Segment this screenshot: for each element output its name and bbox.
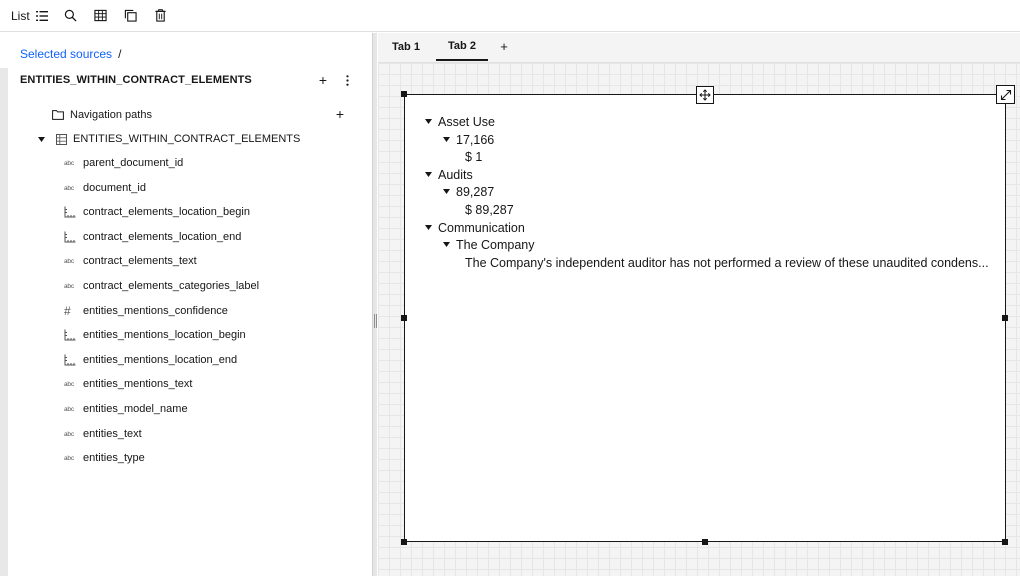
move-handle[interactable] — [696, 86, 714, 104]
column-item[interactable] — [64, 178, 146, 198]
breadcrumb — [20, 47, 121, 61]
column-name: entities_mentions_location_end — [83, 354, 238, 366]
tab-1[interactable]: Tab 1 — [392, 41, 420, 53]
overflow-menu-button[interactable] — [341, 72, 353, 88]
move-icon — [699, 89, 711, 101]
column-item[interactable] — [64, 301, 228, 321]
breadcrumb-selected-sources[interactable]: Selected sources — [20, 47, 113, 61]
resize-handle-bottom-right[interactable] — [1002, 539, 1008, 545]
location-type-icon — [64, 206, 78, 218]
caret-down-icon[interactable] — [442, 136, 450, 144]
search-button[interactable] — [56, 0, 86, 32]
column-name: entities_text — [83, 428, 142, 440]
column-name: entities_mentions_confidence — [83, 305, 228, 317]
left-edge-strip — [0, 68, 8, 576]
search-icon — [64, 9, 77, 22]
duplicate-button[interactable] — [116, 0, 146, 32]
column-item[interactable] — [64, 153, 183, 173]
tree-node-label: 17,166 — [456, 132, 495, 147]
splitter-grip-icon — [374, 314, 377, 328]
list-widget[interactable] — [404, 94, 1006, 542]
tab-bar — [378, 33, 1020, 63]
delete-button[interactable] — [146, 0, 176, 32]
text-type-icon: abc — [64, 380, 74, 388]
column-name: entities_mentions_location_begin — [83, 329, 246, 341]
tree-node-label: Communication — [438, 220, 525, 235]
tree-leaf-value: $ 1 — [465, 149, 483, 164]
column-name: entities_model_name — [83, 403, 188, 415]
column-name: document_id — [83, 182, 146, 194]
maximize-icon — [1000, 89, 1012, 101]
tree-node-label: Asset Use — [438, 114, 495, 129]
location-type-icon — [64, 231, 78, 243]
table-icon — [94, 9, 107, 22]
column-name: contract_elements_location_end — [83, 231, 242, 243]
text-type-icon: abc — [64, 184, 74, 192]
column-item[interactable] — [64, 424, 142, 444]
top-toolbar — [0, 0, 1020, 32]
add-tab-button[interactable]: + — [500, 39, 508, 54]
column-item[interactable] — [64, 374, 192, 394]
tree-child-node[interactable] — [442, 131, 494, 148]
caret-down-icon[interactable] — [35, 133, 47, 145]
add-navigation-path-button[interactable]: + — [335, 106, 345, 122]
text-type-icon: abc — [64, 159, 74, 167]
caret-down-icon[interactable] — [442, 241, 450, 249]
column-item[interactable] — [64, 202, 250, 222]
overflow-menu-icon — [346, 75, 349, 86]
list-label: List — [11, 8, 30, 23]
column-item[interactable] — [64, 251, 197, 271]
resize-handle-bottom-left[interactable] — [401, 539, 407, 545]
column-name: contract_elements_text — [83, 255, 197, 267]
navigation-paths-label: Navigation paths — [70, 109, 152, 121]
table-icon — [55, 133, 67, 145]
tree-child-node[interactable] — [442, 236, 535, 253]
location-type-icon — [64, 354, 78, 366]
breadcrumb-separator: / — [118, 47, 122, 61]
column-name: parent_document_id — [83, 157, 184, 169]
column-item[interactable] — [64, 399, 188, 419]
tree-node-label: The Company — [456, 237, 535, 252]
number-type-icon: # — [64, 304, 71, 318]
tree-node[interactable] — [424, 219, 525, 236]
column-item[interactable] — [64, 227, 241, 247]
caret-down-icon[interactable] — [424, 171, 432, 179]
tree-node[interactable] — [424, 166, 473, 183]
navigation-paths-folder[interactable] — [52, 105, 152, 125]
source-title: ENTITIES_WITHIN_CONTRACT_ELEMENTS — [20, 74, 252, 86]
column-name: entities_type — [83, 452, 145, 464]
caret-down-icon[interactable] — [424, 224, 432, 232]
column-item[interactable] — [64, 350, 237, 370]
resize-handle-top-left[interactable] — [401, 91, 407, 97]
folder-icon — [52, 109, 64, 121]
text-type-icon: abc — [64, 405, 74, 413]
add-source-button[interactable]: + — [318, 72, 328, 88]
column-item[interactable] — [64, 276, 259, 296]
resize-handle-right[interactable] — [1002, 315, 1008, 321]
maximize-button[interactable] — [996, 85, 1015, 104]
column-name: entities_mentions_text — [83, 378, 193, 390]
list-view-button[interactable] — [0, 0, 56, 32]
resize-handle-left[interactable] — [401, 315, 407, 321]
text-type-icon: abc — [64, 282, 74, 290]
tree-leaf-value: $ 89,287 — [465, 202, 514, 217]
tree-node[interactable] — [424, 113, 495, 130]
list-icon — [36, 11, 48, 21]
table-button[interactable] — [86, 0, 116, 32]
tree-node-label: Audits — [438, 167, 473, 182]
text-type-icon: abc — [64, 430, 74, 438]
panel-splitter[interactable] — [372, 33, 377, 576]
table-name: ENTITIES_WITHIN_CONTRACT_ELEMENTS — [73, 133, 301, 145]
table-tree-node[interactable] — [35, 129, 300, 149]
tree-node-label: 89,287 — [456, 184, 495, 199]
caret-down-icon[interactable] — [442, 188, 450, 196]
text-type-icon: abc — [64, 454, 74, 462]
column-item[interactable] — [64, 325, 246, 345]
resize-handle-bottom[interactable] — [702, 539, 708, 545]
tree-child-node[interactable] — [442, 183, 494, 200]
duplicate-icon — [124, 9, 137, 22]
location-type-icon — [64, 329, 78, 341]
tab-2[interactable]: Tab 2 — [436, 33, 488, 61]
text-type-icon: abc — [64, 257, 74, 265]
trash-icon — [154, 9, 167, 22]
caret-down-icon[interactable] — [424, 118, 432, 126]
tree-leaf-value: The Company's independent auditor has not performed a review of these unaudited condens... — [465, 255, 989, 270]
column-item[interactable] — [64, 448, 145, 468]
column-name: contract_elements_location_begin — [83, 206, 250, 218]
column-name: contract_elements_categories_label — [83, 280, 260, 292]
